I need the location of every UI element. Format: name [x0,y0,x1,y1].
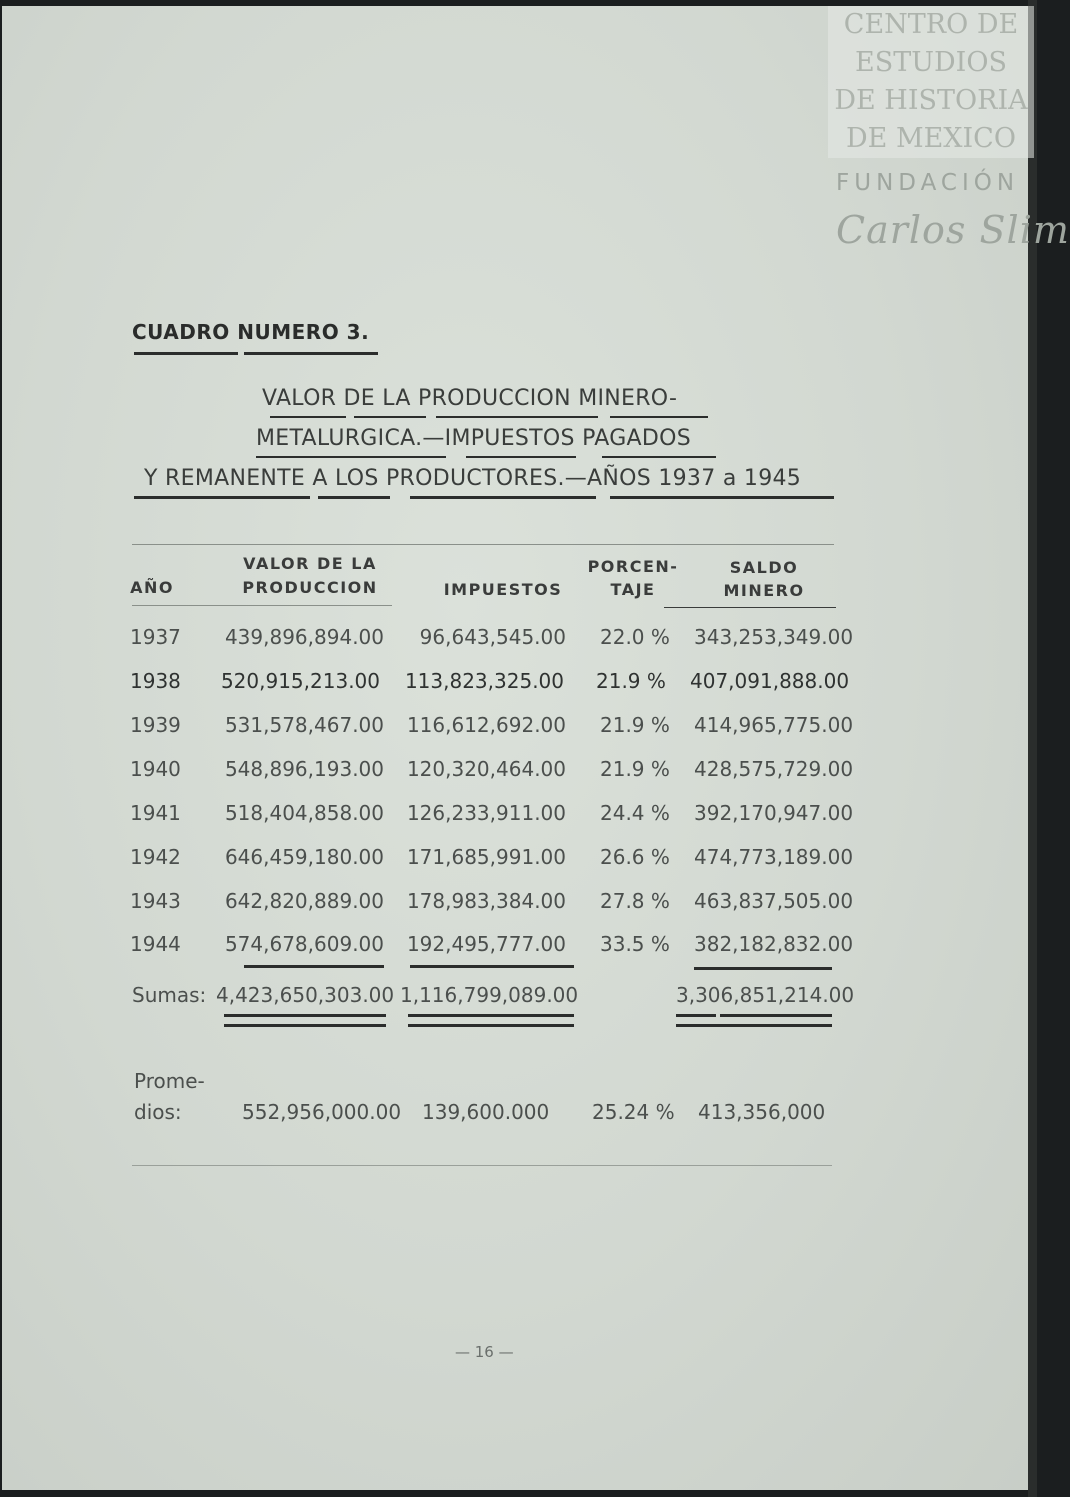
watermark-fundacion: FUNDACIÓN [836,170,1020,196]
column-header-year: AÑO [130,578,174,597]
cell-valor: 548,896,193.00 [224,757,384,781]
cell-year: 1943 [130,889,181,913]
watermark-line: ESTUDIOS [855,47,1007,78]
cell-saldo: 382,182,832.00 [694,932,854,956]
cell-saldo: 392,170,947.00 [694,801,854,825]
averages-impuestos: 139,600.000 [422,1100,550,1124]
averages-label-2: dios: [134,1100,182,1124]
page-number: — 16 — [455,1343,514,1361]
cell-year: 1938 [130,669,181,693]
cell-impuestos: 171,685,991.00 [406,845,566,869]
averages-label-1: Prome- [134,1069,205,1093]
double-rule [224,1014,386,1017]
header-bottom-rule [664,607,836,608]
table-bottom-rule [132,1165,832,1166]
column-header-valor-2: PRODUCCION [242,578,378,597]
table-title-line-1: VALOR DE LA PRODUCCION MINERO- [262,386,678,411]
totals-valor: 4,423,650,303.00 [216,983,395,1007]
double-rule [720,1014,832,1017]
watermark-institution [828,6,1034,158]
column-header-porcentaje-2: TAJE [610,580,656,599]
cell-saldo: 407,091,888.00 [690,669,850,693]
cell-year: 1941 [130,801,181,825]
column-header-saldo-2: MINERO [723,581,805,600]
cell-impuestos: 178,983,384.00 [406,889,566,913]
cell-porcentaje: 21.9 % [600,757,670,781]
double-rule [676,1014,716,1017]
cell-saldo: 474,773,189.00 [694,845,854,869]
title-underline [410,496,596,499]
cell-year: 1939 [130,713,181,737]
column-header-valor-1: VALOR DE LA [243,554,377,573]
cell-valor: 531,578,467.00 [224,713,384,737]
cell-impuestos: 120,320,464.00 [406,757,566,781]
sum-rule [694,967,832,970]
cell-year: 1942 [130,845,181,869]
cell-saldo: 343,253,349.00 [694,625,854,649]
watermark-signature: Carlos Slim [836,208,1070,252]
title-underline [610,416,708,418]
title-underline [610,496,834,499]
cell-valor: 642,820,889.00 [224,889,384,913]
double-rule [224,1024,386,1027]
cell-valor: 439,896,894.00 [224,625,384,649]
heading-underline [134,352,238,355]
cell-year: 1940 [130,757,181,781]
cell-year: 1937 [130,625,181,649]
table-top-rule [132,544,834,545]
totals-saldo: 3,306,851,214.00 [676,983,855,1007]
title-underline [318,496,390,499]
totals-label: Sumas: [132,983,207,1007]
cell-porcentaje: 22.0 % [600,625,670,649]
double-rule [676,1024,832,1027]
cell-porcentaje: 27.8 % [600,889,670,913]
sum-rule [410,965,574,968]
table-title-line-3: Y REMANENTE A LOS PRODUCTORES.—AÑOS 1937 a 1945 [144,466,802,491]
watermark-line: DE MEXICO [846,123,1016,154]
double-rule [408,1024,574,1027]
title-underline [466,456,576,458]
watermark-line: DE HISTORIA [834,85,1028,116]
sum-rule [244,965,384,968]
cell-year: 1944 [130,932,181,956]
cell-saldo: 463,837,505.00 [694,889,854,913]
double-rule [408,1014,574,1017]
table-title-line-2: METALURGICA.—IMPUESTOS PAGADOS [256,426,692,451]
title-underline [270,416,346,418]
cell-porcentaje: 21.9 % [596,669,666,693]
table-number-heading: CUADRO NUMERO 3. [132,320,370,344]
cell-valor: 574,678,609.00 [224,932,384,956]
title-underline [602,456,716,458]
cell-saldo: 428,575,729.00 [694,757,854,781]
cell-impuestos: 126,233,911.00 [406,801,566,825]
header-bottom-rule [132,605,392,606]
column-header-impuestos: IMPUESTOS [443,580,563,599]
cell-impuestos: 96,643,545.00 [419,625,566,649]
averages-valor: 552,956,000.00 [242,1100,402,1124]
cell-porcentaje: 21.9 % [600,713,670,737]
cell-impuestos: 116,612,692.00 [406,713,566,737]
cell-porcentaje: 26.6 % [600,845,670,869]
cell-porcentaje: 33.5 % [600,932,670,956]
cell-valor: 520,915,213.00 [220,669,380,693]
column-header-porcentaje-1: PORCEN- [587,557,679,576]
cell-impuestos: 192,495,777.00 [406,932,566,956]
cell-saldo: 414,965,775.00 [694,713,854,737]
title-underline [256,456,446,458]
cell-valor: 646,459,180.00 [224,845,384,869]
title-underline [436,416,598,418]
averages-porcentaje: 25.24 % [592,1100,675,1124]
averages-saldo: 413,356,000 [698,1100,826,1124]
cell-valor: 518,404,858.00 [224,801,384,825]
watermark-line: CENTRO DE [843,9,1019,40]
title-underline [354,416,426,418]
title-underline [134,496,310,499]
totals-impuestos: 1,116,799,089.00 [400,983,579,1007]
cell-impuestos: 113,823,325.00 [404,669,564,693]
heading-underline [244,352,378,355]
cell-porcentaje: 24.4 % [600,801,670,825]
column-header-saldo-1: SALDO [729,558,799,577]
